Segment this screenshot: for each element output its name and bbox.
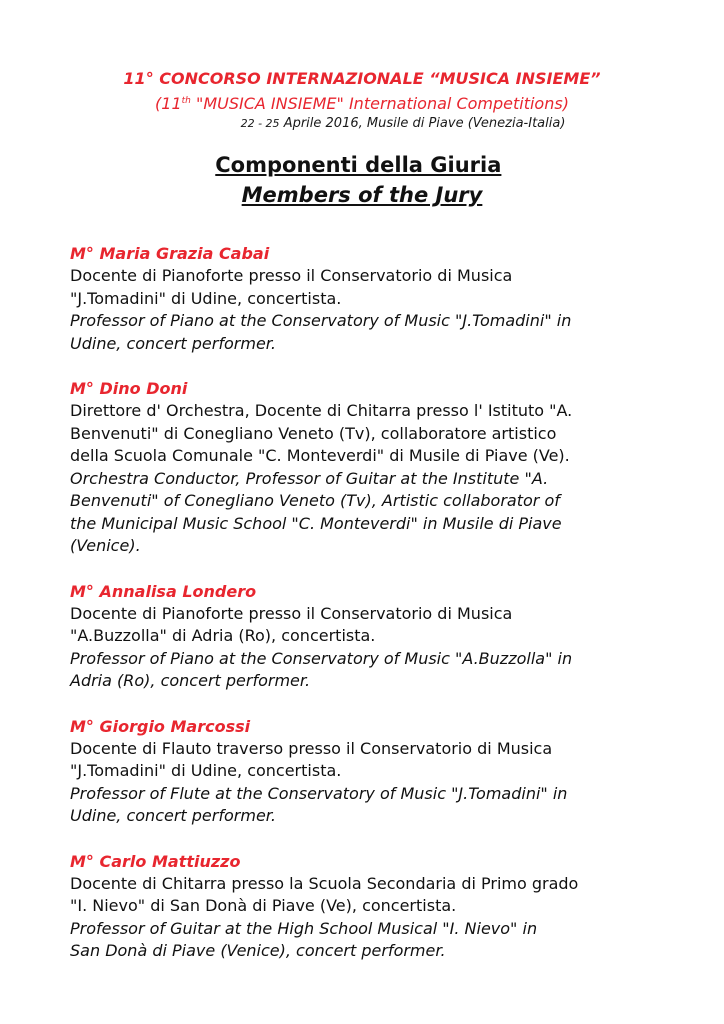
jury-member: [70, 242, 670, 355]
member-name: M° Giorgio Marcossi: [70, 716, 251, 736]
bio-line: Benvenuti" di Conegliano Veneto (Tv), collaboratore artistico: [70, 423, 557, 443]
member-name: M° Annalisa Londero: [70, 581, 257, 601]
bio-line: Direttore d' Orchestra, Docente di Chitarra presso l' Istituto "A.: [70, 401, 573, 420]
member-name: M° Dino Doni: [70, 379, 188, 398]
bio-line: the Municipal Music School "C. Monteverdi" in Musile di Piave: [70, 513, 562, 533]
member-bio-english: [70, 310, 670, 355]
bio-line: Docente di Chitarra presso la Scuola Secondaria di Primo grado: [70, 873, 579, 893]
bio-line: della Scuola Comunale "C. Monteverdi" di Musile di Piave (Ve).: [70, 446, 570, 465]
bio-line: Adria (Ro), concert performer.: [70, 671, 311, 690]
jury-title-english: Members of the Jury: [241, 183, 483, 207]
competition-subtitle: [0, 90, 724, 115]
bio-line: Orchestra Conductor, Professor of Guitar at the Institute "A.: [70, 468, 549, 488]
event-dates: 22 - 25: [240, 117, 280, 130]
document-header: [0, 68, 724, 133]
subtitle-prefix: (11: [155, 94, 182, 113]
member-bio-italian: [70, 738, 670, 783]
bio-line: Professor of Piano at the Conservatory of Music "A.Buzzolla" in: [70, 648, 573, 668]
bio-line: Udine, concert performer.: [70, 806, 276, 825]
member-bio-english: [70, 783, 670, 828]
event-date-location: [0, 115, 724, 133]
member-bio-english: [70, 468, 670, 558]
jury-member: [70, 377, 670, 558]
member-bio-english: [70, 918, 670, 963]
bio-line: "A.Buzzolla" di Adria (Ro), concertista.: [70, 626, 376, 645]
bio-line: Docente di Pianoforte presso il Conservatorio di Musica: [70, 603, 513, 623]
bio-line: Professor of Piano at the Conservatory of Music "J.Tomadini" in: [70, 311, 572, 330]
jury-heading: [0, 150, 724, 210]
jury-member: [70, 580, 670, 693]
member-bio-italian: [70, 265, 670, 310]
bio-line: (Venice).: [70, 536, 141, 555]
member-name: M° Maria Grazia Cabai: [70, 244, 270, 263]
jury-title-italian: [0, 150, 724, 180]
bio-line: Docente di Flauto traverso presso il Conservatorio di Musica: [70, 738, 553, 758]
member-bio-italian: [70, 400, 670, 468]
jury-member: [70, 850, 670, 963]
bio-line: Professor of Guitar at the High School Musical "I. Nievo" in: [70, 918, 538, 938]
member-bio-italian: [70, 603, 670, 648]
jury-list: [70, 242, 670, 985]
bio-line: Benvenuti" of Conegliano Veneto (Tv), Artistic collaborator of: [70, 491, 560, 510]
bio-line: "J.Tomadini" di Udine, concertista.: [70, 288, 342, 308]
bio-line: "J.Tomadini" di Udine, concertista.: [70, 761, 342, 780]
jury-title-italian-text: Componenti della Giuria: [215, 153, 502, 177]
member-bio-english: [70, 648, 670, 693]
ordinal-superscript: th: [181, 96, 191, 106]
member-bio-italian: [70, 873, 670, 918]
event-place: Aprile 2016, Musile di Piave (Venezia-Italia): [279, 116, 566, 131]
bio-line: "I. Nievo" di San Donà di Piave (Ve), concertista.: [70, 896, 457, 915]
bio-line: Professor of Flute at the Conservatory of Music "J.Tomadini" in: [70, 783, 568, 803]
bio-line: San Donà di Piave (Venice), concert performer.: [70, 941, 446, 960]
competition-title: 11° CONCORSO INTERNAZIONALE “MUSICA INSIEME”: [123, 69, 601, 88]
member-name: M° Carlo Mattiuzzo: [70, 851, 241, 871]
bio-line: Docente di Pianoforte presso il Conservatorio di Musica: [70, 266, 513, 285]
subtitle-rest: "MUSICA INSIEME" International Competitions): [190, 94, 569, 113]
bio-line: Udine, concert performer.: [70, 333, 276, 353]
jury-member: [70, 715, 670, 828]
